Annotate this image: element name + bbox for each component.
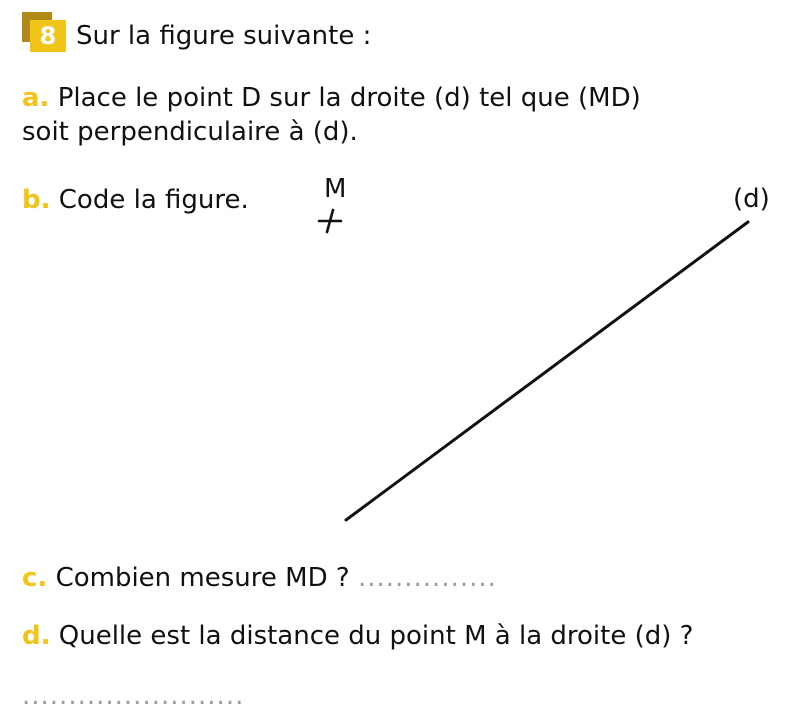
question-d-answer-blank[interactable]: ........................ bbox=[22, 681, 245, 711]
point-m-cross bbox=[319, 210, 341, 232]
question-a-letter: a. bbox=[22, 83, 50, 113]
question-c bbox=[22, 562, 497, 594]
point-m-label: M bbox=[324, 174, 347, 204]
exercise-number: 8 bbox=[30, 20, 66, 52]
question-c-answer-blank[interactable]: ............... bbox=[357, 563, 497, 593]
question-c-text: Combien mesure MD ? bbox=[55, 563, 350, 593]
question-a-line2: soit perpendiculaire à (d). bbox=[22, 117, 358, 147]
line-d bbox=[346, 222, 748, 520]
question-d-letter: d. bbox=[22, 621, 51, 651]
question-d-text: Quelle est la distance du point M à la droite (d) ? bbox=[58, 621, 694, 651]
question-a-text: Place le point D sur la droite (d) tel que (MD) bbox=[57, 83, 641, 113]
exercise-title: Sur la figure suivante : bbox=[76, 21, 372, 51]
question-b-text: Code la figure. bbox=[58, 185, 249, 215]
question-b-letter: b. bbox=[22, 185, 51, 215]
question-c-letter: c. bbox=[22, 563, 48, 593]
question-d bbox=[22, 620, 693, 652]
line-d-label: (d) bbox=[733, 184, 770, 214]
